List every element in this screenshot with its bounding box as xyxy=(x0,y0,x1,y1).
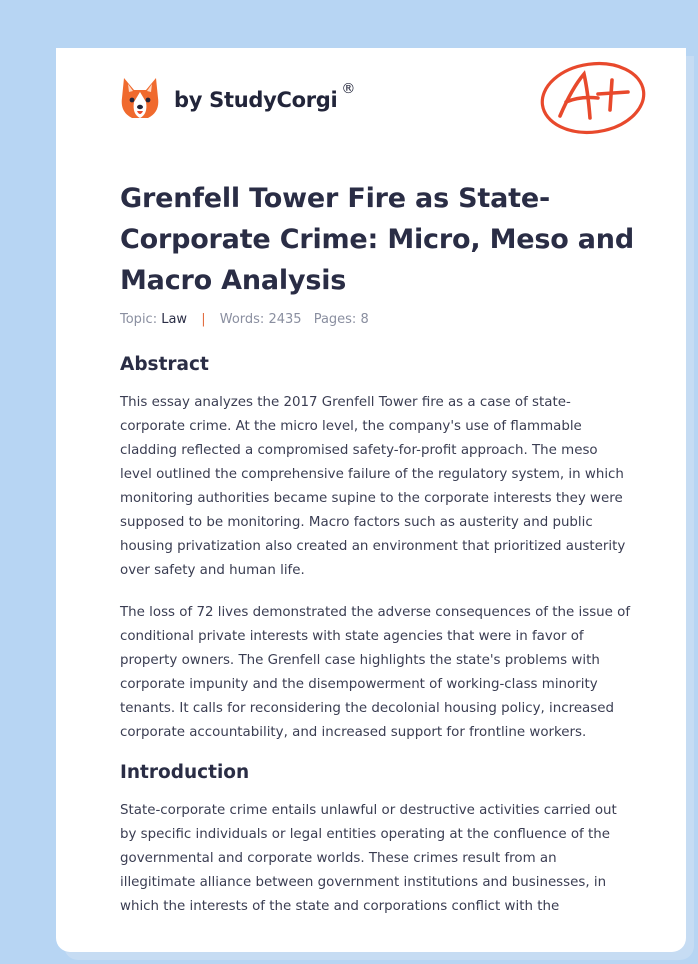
words-label: Words: xyxy=(219,312,265,327)
meta-separator: | xyxy=(201,312,206,327)
registered-mark: ® xyxy=(341,80,356,97)
brand-name xyxy=(174,80,356,112)
introduction-paragraph-1: State-corporate crime entails unlawful or destructive activities carried out by specific individuals or legal entities operating at the confluence of the governmental and corporate worlds. These crimes result from an illegitimate alliance between government institutions and businesses, in which the interests of the state and corporations conflict with the xyxy=(120,803,617,914)
document-page xyxy=(56,48,686,952)
essay-title: Grenfell Tower Fire as State-Corporate Crime: Micro, Meso and Macro Analysis xyxy=(120,183,634,296)
abstract-paragraph-1: This essay analyzes the 2017 Grenfell Tower fire as a case of state-corporate crime. At the micro level, the company's use of flammable cladding reflected a compromised safety-for-profit approach. The meso level outlined the comprehensive failure of the regulatory system, in which monitoring authorities became supine to the corporate interests they were supposed to be monitoring. Macro factors such as austerity and public housing privatization also created an environment that prioritized austerity over safety and human life. xyxy=(120,395,626,578)
studycorgi-logo[interactable] xyxy=(120,76,355,122)
a-plus-grade-icon xyxy=(538,58,648,138)
abstract-heading: Abstract xyxy=(120,354,209,375)
abstract-paragraph-2: The loss of 72 lives demonstrated the adverse consequences of the issue of conditional private interests with state agencies that were in favor of property owners. The Grenfell case highlights the state's problems with corporate impunity and the disempowerment of working-class minority tenants. It calls for reconsidering the decolonial housing policy, increased corporate accountability, and increased support for frontline workers. xyxy=(120,605,631,740)
topic-link[interactable]: Law xyxy=(161,312,188,327)
pages-label: Pages: xyxy=(313,312,357,327)
essay-meta xyxy=(120,312,369,327)
introduction-heading: Introduction xyxy=(120,762,250,783)
brand-text: by StudyCorgi xyxy=(174,87,338,112)
words-value: 2435 xyxy=(268,312,302,327)
pages-value: 8 xyxy=(360,312,369,327)
topic-label: Topic: xyxy=(120,312,158,327)
corgi-icon xyxy=(120,76,160,122)
